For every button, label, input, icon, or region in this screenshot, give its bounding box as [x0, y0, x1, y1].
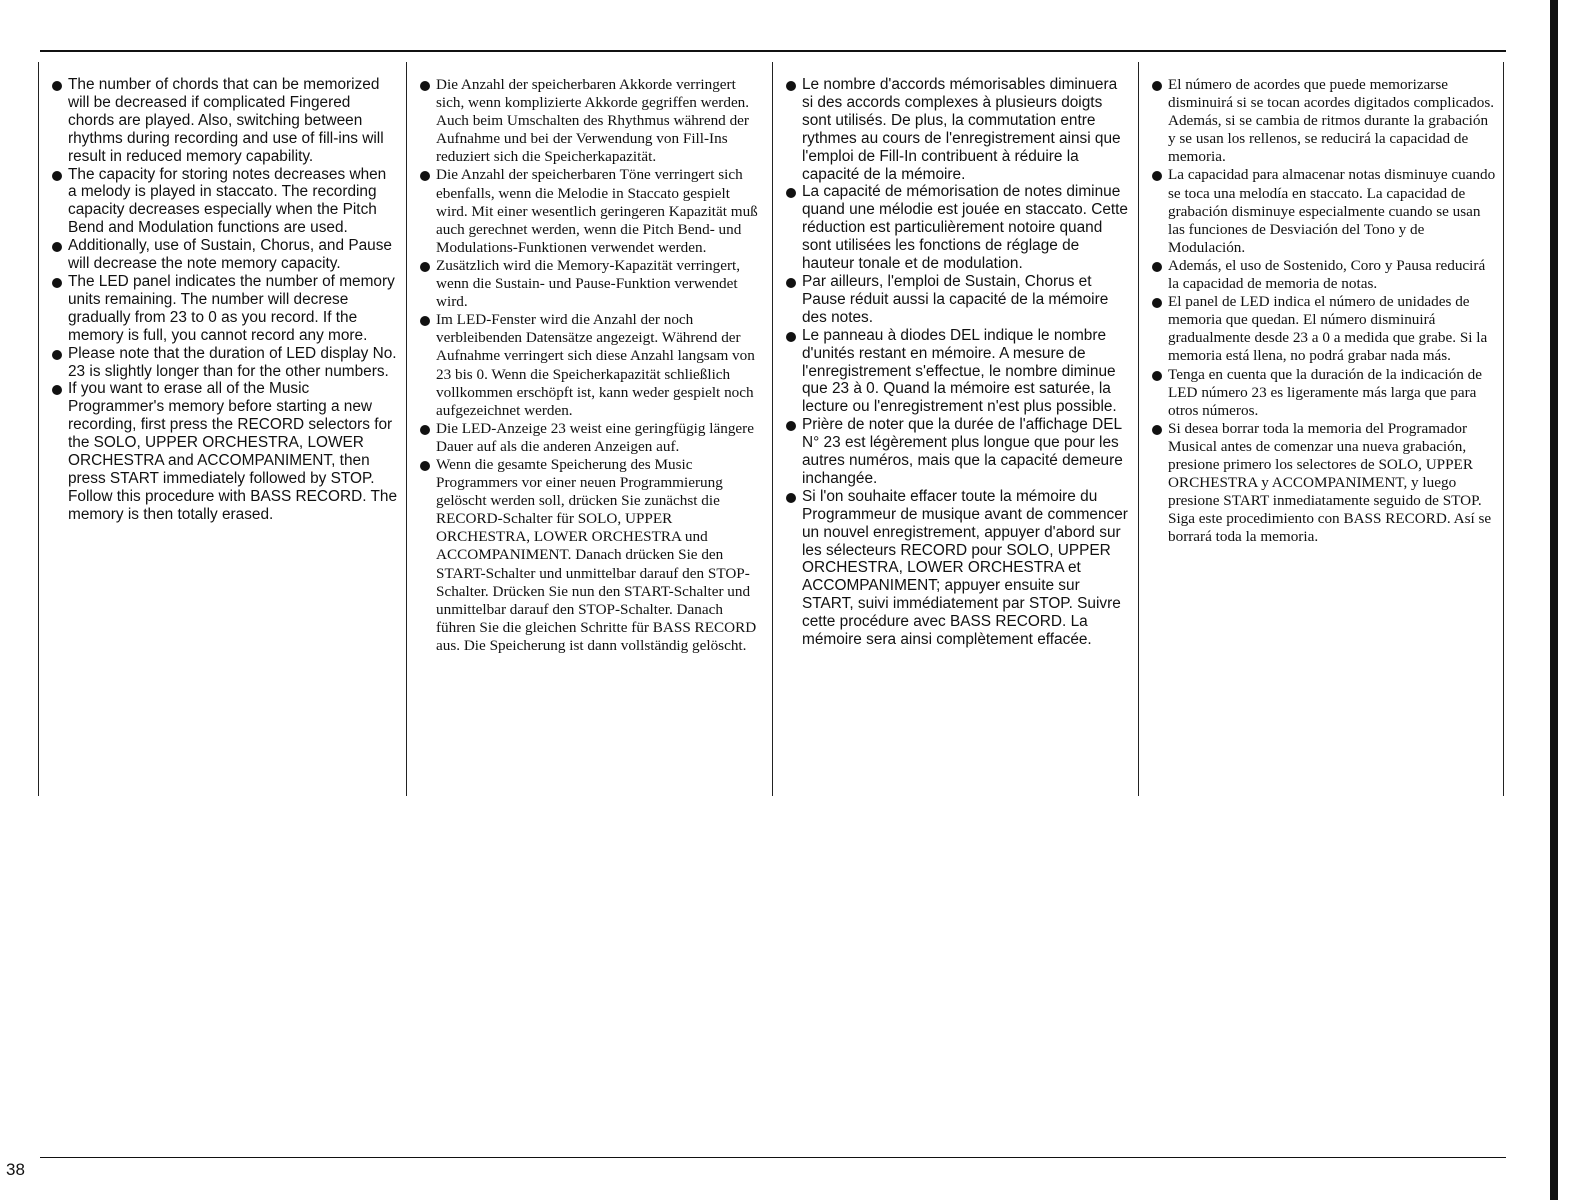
list-item-text: The LED panel indicates the number of memory units remaining. The number will decrese gradually from 23 to 0 as you record. If the memory is full, you cannot record any more.: [68, 272, 395, 344]
list-item: [50, 237, 398, 273]
bullet-icon: [52, 385, 62, 395]
list-item: [418, 456, 764, 655]
list-item: [1150, 166, 1496, 256]
list-item: [1150, 76, 1496, 166]
german-list: [418, 76, 764, 655]
page-edge-bar: [1550, 0, 1558, 1200]
list-item: [784, 273, 1132, 327]
bullet-icon: [786, 81, 796, 91]
bullet-icon: [786, 278, 796, 288]
list-item-text: Le panneau à diodes DEL indique le nombre d'unités restant en mémoire. A mesure de l'enregistrement s'effectue, le nombre diminue que 23 à 0. Quand la mémoire est saturée, la lecture ou l'enregistrement n'est plus possible.: [802, 326, 1117, 416]
list-item: [50, 380, 398, 523]
bullet-icon: [420, 461, 430, 471]
french-list: [784, 76, 1132, 649]
column-divider: [406, 62, 407, 796]
list-item-text: Si desea borrar toda la memoria del Programador Musical antes de comenzar una nueva grabación, presione primero los selectores de SOLO, UPPER ORCHESTRA y ACCOMPANIMENT, y luego presione START inmediatamente seguido de STOP. Siga este procedimiento con BASS RECORD. Así se borrará toda la memoria.: [1168, 419, 1492, 546]
list-item: [50, 345, 398, 381]
page-number: 38: [6, 1160, 25, 1179]
list-item: [418, 76, 764, 166]
bullet-icon: [52, 81, 62, 91]
spanish-list: [1150, 76, 1496, 546]
column-divider: [1138, 62, 1139, 796]
list-item-text: Die Anzahl der speicherbaren Akkorde verringert sich, wenn komplizierte Akkorde gegriffen werden. Auch beim Umschalten des Rhythmus während der Aufnahme und bei der Verwendung von Fill-Ins reduziert sich die Speicherkapazität.: [436, 76, 750, 166]
bullet-icon: [52, 278, 62, 288]
bullet-icon: [1152, 171, 1162, 181]
list-item: [784, 416, 1132, 488]
list-item: [784, 488, 1132, 649]
french-column: [784, 76, 1132, 649]
bottom-rule: [40, 1157, 1506, 1158]
list-item-text: La capacité de mémorisation de notes diminue quand une mélodie est jouée en staccato. Cette réduction est particulièrement notoire quand sont utilisées les fonctions de réglage de hauteur tonale et de modulation.: [802, 183, 1128, 273]
bullet-icon: [52, 171, 62, 181]
list-item-text: If you want to erase all of the Music Programmer's memory before starting a new recording, first press the RECORD selectors for the SOLO, UPPER ORCHESTRA, LOWER ORCHESTRA and ACCOMPANIMENT, then press START immediately followed by STOP. Follow this procedure with BASS RECORD. The memory is then totally erased.: [68, 380, 398, 523]
german-column: [418, 76, 764, 655]
bullet-icon: [786, 493, 796, 503]
list-item: [1150, 257, 1496, 293]
list-item: [784, 183, 1132, 273]
list-item-text: Die Anzahl der speicherbaren Töne verringert sich ebenfalls, wenn die Melodie in Staccato gespielt wird. Mit einer wesentlich geringeren Kapazität muß auch gerechnet werden, wenn die Pitch Bend- und Modulations-Funktionen verwendet werden.: [436, 166, 758, 256]
bullet-icon: [1152, 371, 1162, 381]
list-item-text: The number of chords that can be memorized will be decreased if complicated Fingered chords are played. Also, switching between rhythms during recording and use of fill-ins will result in reduced memory capability.: [68, 76, 384, 165]
bullet-icon: [420, 262, 430, 272]
list-item-text: Wenn die gesamte Speicherung des Music Programmers vor einer neuen Programmierung gelöscht werden soll, drücken Sie zunächst die RECORD-Schalter für SOLO, UPPER ORCHESTRA, LOWER ORCHESTRA und ACCOMPANIMENT. Danach drücken Sie den START-Schalter und unmittelbar darauf den STOP-Schalter. Drücken Sie nun den START-Schalter und unmittelbar darauf den STOP-Schalter. Danach führen Sie die gleichen Schritte für BASS RECORD aus. Die Speicherung ist dann vollständig gelöscht.: [436, 455, 757, 654]
list-item-text: Zusätzlich wird die Memory-Kapazität verringert, wenn die Sustain- und Pause-Funktion verwendet wird.: [436, 256, 741, 311]
list-item-text: Le nombre d'accords mémorisables diminuera si des accords complexes à plusieurs doigts sont utilisés. De plus, la commutation entre rythmes au cours de l'enregistrement ainsi que l'emploi de Fill-In contribuent à réduire la capacité de la mémoire.: [802, 76, 1121, 183]
list-item-text: El panel de LED indica el número de unidades de memoria que quedan. El número disminuirá gradualmente desde 23 a 0 a medida que grabe. Si la memoria está llena, no podrá grabar nada más.: [1168, 293, 1488, 365]
bullet-icon: [1152, 425, 1162, 435]
list-item: [1150, 420, 1496, 547]
bullet-icon: [420, 171, 430, 181]
list-item: [50, 273, 398, 345]
list-item: [50, 76, 398, 166]
bullet-icon: [786, 188, 796, 198]
list-item: [418, 311, 764, 420]
bullet-icon: [420, 81, 430, 91]
bullet-icon: [1152, 81, 1162, 91]
list-item: [418, 420, 764, 456]
top-rule: [40, 50, 1506, 52]
list-item-text: Die LED-Anzeige 23 weist eine geringfügig längere Dauer auf als die anderen Anzeigen auf.: [436, 419, 754, 455]
list-item: [1150, 293, 1496, 365]
list-item-text: Additionally, use of Sustain, Chorus, and Pause will decrease the note memory capacity.: [68, 237, 392, 273]
bullet-icon: [1152, 298, 1162, 308]
english-column: [50, 76, 398, 524]
list-item-text: La capacidad para almacenar notas disminuye cuando se toca una melodía en staccato. La capacidad de grabación disminuye especialmente cuando se usan las funciones de Desviación del Tono y de Modulación.: [1168, 166, 1496, 256]
list-item: [418, 166, 764, 256]
column-divider: [772, 62, 773, 796]
english-list: [50, 76, 398, 524]
spanish-column: [1150, 76, 1496, 546]
list-item: [418, 257, 764, 311]
column-divider: [1503, 62, 1504, 796]
list-item-text: Tenga en cuenta que la duración de la indicación de LED número 23 es ligeramente más larga que para otros números.: [1168, 365, 1482, 419]
bullet-icon: [786, 332, 796, 342]
list-item-text: Además, el uso de Sostenido, Coro y Pausa reducirá la capacidad de memoria de notas.: [1168, 256, 1486, 293]
list-item-text: Please note that the duration of LED display No. 23 is slightly longer than for the other numbers.: [68, 344, 397, 380]
bullet-icon: [52, 242, 62, 252]
bullet-icon: [420, 316, 430, 326]
list-item-text: Par ailleurs, l'emploi de Sustain, Chorus et Pause réduit aussi la capacité de la mémoire des notes.: [802, 272, 1109, 326]
bullet-icon: [786, 421, 796, 431]
list-item: [50, 166, 398, 238]
bullet-icon: [1152, 262, 1162, 272]
list-item-text: Im LED-Fenster wird die Anzahl der noch verbleibenden Datensätze angezeigt. Während der Aufnahme verringert sich diese Anzahl langsam von 23 bis 0. Wenn die Speicherkapazität schließlich vollkommen erschöpft ist, kann weder gespielt noch aufgezeichnet werden.: [436, 311, 755, 419]
column-divider: [38, 62, 39, 796]
list-item: [784, 76, 1132, 183]
list-item-text: Prière de noter que la durée de l'affichage DEL N° 23 est légèrement plus longue que pour les autres numéros, mais que la capacité demeure inchangée.: [802, 416, 1123, 487]
bullet-icon: [420, 425, 430, 435]
list-item-text: The capacity for storing notes decreases when a melody is played in staccato. The recording capacity decreases especially when the Pitch Bend and Modulation functions are used.: [68, 165, 387, 237]
list-item: [784, 327, 1132, 417]
bullet-icon: [52, 350, 62, 360]
list-item-text: El número de acordes que puede memorizarse disminuirá si se tocan acordes digitados complicados. Además, si se cambia de ritmos durante la grabación y se usan los rellenos, se reducirá la capacidad de memoria.: [1168, 76, 1495, 166]
list-item-text: Si l'on souhaite effacer toute la mémoire du Programmeur de musique avant de commencer un nouvel enregistrement, appuyer d'abord sur les sélecteurs RECORD pour SOLO, UPPER ORCHESTRA, LOWER ORCHESTRA et ACCOMPANIMENT; appuyer ensuite sur START, suivi immédiatement par STOP. Suivre cette procédure avec BASS RECORD. La mémoire sera ainsi complètement effacée.: [802, 487, 1128, 649]
list-item: [1150, 366, 1496, 420]
